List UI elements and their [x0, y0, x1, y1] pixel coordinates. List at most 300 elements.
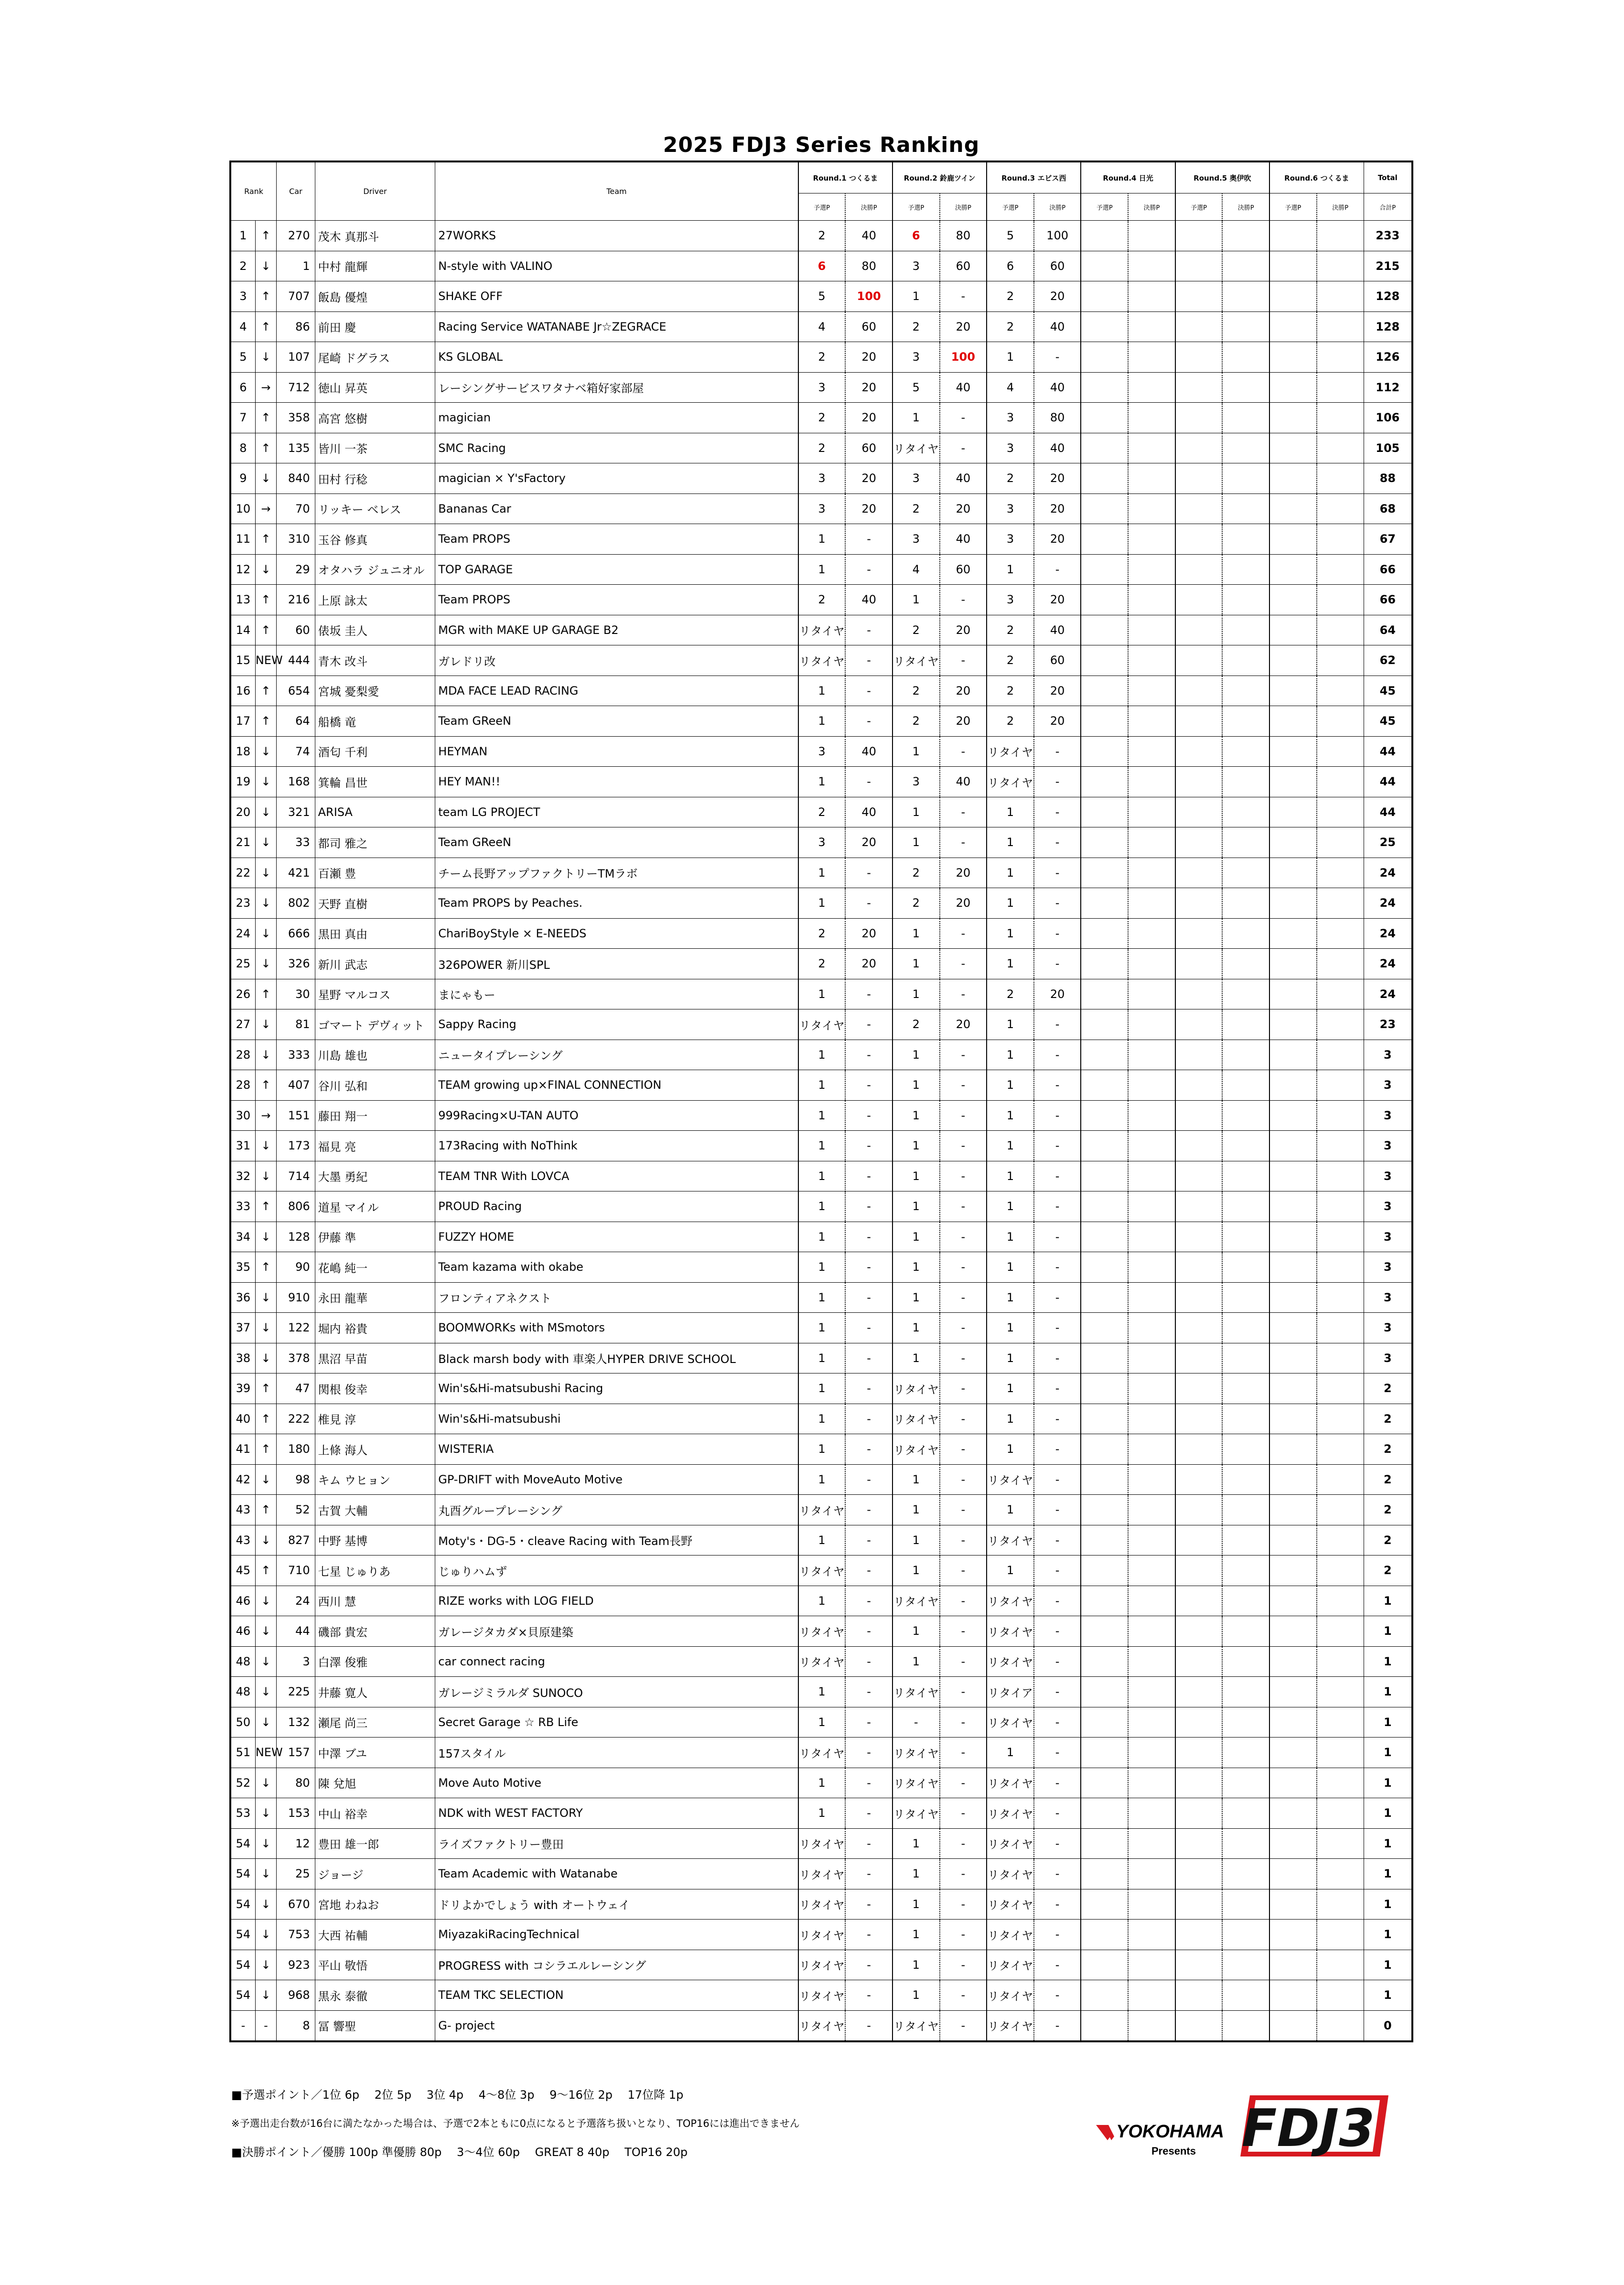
r3-qualify-cell: リタイヤ — [987, 1828, 1034, 1859]
table-row — [230, 403, 1412, 433]
rank-cell: 46 — [230, 1586, 255, 1616]
header-round-2: Round.2 鈴鹿ツイン — [893, 161, 987, 193]
r3-final-cell: - — [1034, 1434, 1081, 1465]
rank-cell: 48 — [230, 1677, 255, 1707]
r3-final-cell: - — [1034, 1040, 1081, 1070]
r5-final-cell — [1222, 1646, 1269, 1677]
r2-qualify-cell: 1 — [893, 281, 940, 312]
rank-cell: - — [230, 2010, 255, 2041]
r4-qualify-cell — [1081, 1556, 1128, 1586]
r1-qualify-cell: リタイヤ — [798, 645, 846, 676]
total-points-cell: 3 — [1364, 1282, 1412, 1313]
rank-cell: 36 — [230, 1282, 255, 1313]
r4-qualify-cell — [1081, 1889, 1128, 1920]
r4-qualify-cell — [1081, 1404, 1128, 1434]
r4-final-cell — [1128, 1798, 1175, 1829]
r3-qualify-cell: リタイヤ — [987, 1707, 1034, 1738]
car-number-cell: 310 — [277, 524, 315, 555]
rank-cell: 28 — [230, 1070, 255, 1101]
r2-qualify-cell: 1 — [893, 1070, 940, 1101]
team-cell: HEY MAN!! — [435, 767, 798, 797]
table-row — [230, 979, 1412, 1009]
r4-qualify-cell — [1081, 221, 1128, 251]
rank-change-cell: ↑ — [255, 676, 276, 706]
r1-final-cell: - — [845, 858, 893, 888]
rank-change-cell: ↓ — [255, 1798, 276, 1829]
rank-cell: 15 — [230, 645, 255, 676]
driver-cell: 中山 裕幸 — [315, 1798, 435, 1829]
total-points-cell: 24 — [1364, 888, 1412, 919]
driver-cell: 関根 俊幸 — [315, 1373, 435, 1404]
r4-qualify-cell — [1081, 949, 1128, 979]
table-row — [230, 1100, 1412, 1131]
r3-qualify-cell: 1 — [987, 1070, 1034, 1101]
rank-change-cell: ↓ — [255, 1828, 276, 1859]
r6-qualify-cell — [1269, 1556, 1317, 1586]
team-cell: ドリよかでしょう with オートウェイ — [435, 1889, 798, 1920]
rank-change-cell: ↓ — [255, 1616, 276, 1647]
r6-final-cell — [1317, 827, 1364, 858]
r5-final-cell — [1222, 676, 1269, 706]
r4-final-cell — [1128, 797, 1175, 827]
r2-final-cell: - — [940, 585, 987, 615]
r4-qualify-cell — [1081, 311, 1128, 342]
rank-cell: 40 — [230, 1404, 255, 1434]
r3-final-cell: - — [1034, 1161, 1081, 1191]
r3-qualify-cell: 1 — [987, 1556, 1034, 1586]
r4-final-cell — [1128, 1009, 1175, 1040]
notes — [231, 2081, 800, 2167]
r1-qualify-cell: 1 — [798, 1040, 846, 1070]
r1-qualify-cell: リタイヤ — [798, 615, 846, 645]
r6-qualify-cell — [1269, 1859, 1317, 1889]
driver-cell: 中村 龍輝 — [315, 251, 435, 281]
r5-final-cell — [1222, 797, 1269, 827]
r5-qualify-cell — [1175, 281, 1223, 312]
r3-final-cell: - — [1034, 736, 1081, 767]
r1-final-cell: 40 — [845, 585, 893, 615]
car-number-cell: 30 — [277, 979, 315, 1009]
r3-qualify-cell: 2 — [987, 706, 1034, 737]
rank-change-cell: ↓ — [255, 1131, 276, 1161]
r2-qualify-cell: 1 — [893, 918, 940, 949]
r6-qualify-cell — [1269, 342, 1317, 373]
header-r5-final: 決勝P — [1222, 193, 1269, 221]
total-points-cell: 2 — [1364, 1464, 1412, 1495]
rank-cell: 22 — [230, 858, 255, 888]
r4-final-cell — [1128, 1859, 1175, 1889]
r2-final-cell: - — [940, 1950, 987, 1980]
r6-final-cell — [1317, 1616, 1364, 1647]
table-row — [230, 1525, 1412, 1556]
r5-final-cell — [1222, 1040, 1269, 1070]
r6-final-cell — [1317, 1161, 1364, 1191]
car-number-cell: 81 — [277, 1009, 315, 1040]
r4-qualify-cell — [1081, 1525, 1128, 1556]
r3-qualify-cell: 1 — [987, 1282, 1034, 1313]
car-number-cell: 8 — [277, 2010, 315, 2041]
r2-qualify-cell: リタイヤ — [893, 1586, 940, 1616]
r4-qualify-cell — [1081, 2010, 1128, 2041]
header-r3-qualify: 予選P — [987, 193, 1034, 221]
driver-cell: 白澤 俊雅 — [315, 1646, 435, 1677]
car-number-cell: 321 — [277, 797, 315, 827]
r1-qualify-cell: 1 — [798, 1768, 846, 1798]
r2-final-cell: - — [940, 1768, 987, 1798]
total-points-cell: 24 — [1364, 949, 1412, 979]
total-points-cell: 1 — [1364, 1798, 1412, 1829]
rank-cell: 10 — [230, 493, 255, 524]
car-number-cell: 222 — [277, 1404, 315, 1434]
r3-qualify-cell: 1 — [987, 1100, 1034, 1131]
car-number-cell: 968 — [277, 1980, 315, 2011]
r4-final-cell — [1128, 1161, 1175, 1191]
r4-qualify-cell — [1081, 918, 1128, 949]
r6-final-cell — [1317, 463, 1364, 494]
r5-final-cell — [1222, 979, 1269, 1009]
total-points-cell: 23 — [1364, 1009, 1412, 1040]
car-number-cell: 923 — [277, 1950, 315, 1980]
r4-final-cell — [1128, 1373, 1175, 1404]
rank-change-cell: ↓ — [255, 342, 276, 373]
r4-qualify-cell — [1081, 858, 1128, 888]
r1-qualify-cell: 1 — [798, 1586, 846, 1616]
r5-final-cell — [1222, 311, 1269, 342]
team-cell: TEAM growing up×FINAL CONNECTION — [435, 1070, 798, 1101]
r3-qualify-cell: リタイヤ — [987, 1798, 1034, 1829]
table-row — [230, 858, 1412, 888]
r2-final-cell: - — [940, 827, 987, 858]
r2-qualify-cell: 1 — [893, 1191, 940, 1222]
r3-qualify-cell: 1 — [987, 1222, 1034, 1252]
r6-final-cell — [1317, 1282, 1364, 1313]
total-points-cell: 105 — [1364, 433, 1412, 463]
r1-final-cell: - — [845, 1434, 893, 1465]
r6-qualify-cell — [1269, 1768, 1317, 1798]
r3-qualify-cell: リタイヤ — [987, 1616, 1034, 1647]
driver-cell: 黒沼 早苗 — [315, 1343, 435, 1373]
driver-cell: 陳 兌旭 — [315, 1768, 435, 1798]
r1-qualify-cell: 1 — [798, 1434, 846, 1465]
r5-qualify-cell — [1175, 1434, 1223, 1465]
team-cell: MiyazakiRacingTechnical — [435, 1920, 798, 1950]
total-points-cell: 126 — [1364, 342, 1412, 373]
r6-qualify-cell — [1269, 615, 1317, 645]
r5-final-cell — [1222, 1282, 1269, 1313]
r3-final-cell: 20 — [1034, 281, 1081, 312]
team-cell: 999Racing×U-TAN AUTO — [435, 1100, 798, 1131]
table-row — [230, 463, 1412, 494]
r2-final-cell: 20 — [940, 706, 987, 737]
rank-cell: 32 — [230, 1161, 255, 1191]
header-r6-final: 決勝P — [1317, 193, 1364, 221]
r4-qualify-cell — [1081, 251, 1128, 281]
r2-qualify-cell: 3 — [893, 524, 940, 555]
r1-qualify-cell: 2 — [798, 918, 846, 949]
r1-final-cell: 40 — [845, 736, 893, 767]
r1-final-cell: - — [845, 1464, 893, 1495]
r2-qualify-cell: 2 — [893, 311, 940, 342]
r3-final-cell: - — [1034, 1464, 1081, 1495]
r2-qualify-cell: 6 — [893, 221, 940, 251]
r3-qualify-cell: リタイヤ — [987, 1464, 1034, 1495]
driver-cell: 前田 慶 — [315, 311, 435, 342]
car-number-cell: 80 — [277, 1768, 315, 1798]
r2-qualify-cell: 1 — [893, 1889, 940, 1920]
r5-qualify-cell — [1175, 888, 1223, 919]
rank-cell: 7 — [230, 403, 255, 433]
car-number-cell: 86 — [277, 311, 315, 342]
r2-final-cell: 100 — [940, 342, 987, 373]
rank-change-cell: ↑ — [255, 403, 276, 433]
r3-final-cell: 20 — [1034, 524, 1081, 555]
driver-cell: 七星 じゅりあ — [315, 1556, 435, 1586]
team-cell: KS GLOBAL — [435, 342, 798, 373]
r5-final-cell — [1222, 1980, 1269, 2011]
rank-change-cell: → — [255, 372, 276, 403]
r3-final-cell: 40 — [1034, 433, 1081, 463]
r2-final-cell: 20 — [940, 1009, 987, 1040]
r3-final-cell: - — [1034, 1616, 1081, 1647]
r6-final-cell — [1317, 736, 1364, 767]
r5-final-cell — [1222, 524, 1269, 555]
r6-qualify-cell — [1269, 403, 1317, 433]
yokohama-logo — [1094, 2111, 1233, 2158]
r1-qualify-cell: リタイヤ — [798, 1616, 846, 1647]
r6-final-cell — [1317, 1040, 1364, 1070]
team-cell: G- project — [435, 2010, 798, 2041]
total-points-cell: 106 — [1364, 403, 1412, 433]
r4-final-cell — [1128, 1646, 1175, 1677]
r3-final-cell: - — [1034, 1920, 1081, 1950]
driver-cell: 椎見 淳 — [315, 1404, 435, 1434]
team-cell: 157スタイル — [435, 1738, 798, 1768]
total-points-cell: 128 — [1364, 281, 1412, 312]
r6-final-cell — [1317, 888, 1364, 919]
r1-final-cell: 20 — [845, 493, 893, 524]
r3-qualify-cell: 1 — [987, 1343, 1034, 1373]
r3-qualify-cell: 2 — [987, 676, 1034, 706]
r3-qualify-cell: 3 — [987, 433, 1034, 463]
r3-qualify-cell: 1 — [987, 858, 1034, 888]
r6-final-cell — [1317, 1495, 1364, 1525]
car-number-cell: 122 — [277, 1313, 315, 1343]
rank-cell: 51 — [230, 1738, 255, 1768]
rank-change-cell: ↓ — [255, 1525, 276, 1556]
r6-qualify-cell — [1269, 979, 1317, 1009]
r4-final-cell — [1128, 221, 1175, 251]
rank-cell: 23 — [230, 888, 255, 919]
team-cell: 326POWER 新川SPL — [435, 949, 798, 979]
r4-final-cell — [1128, 2010, 1175, 2041]
r5-final-cell — [1222, 281, 1269, 312]
r2-final-cell: 40 — [940, 524, 987, 555]
r4-final-cell — [1128, 1738, 1175, 1768]
rank-cell: 13 — [230, 585, 255, 615]
team-cell: Secret Garage ☆ RB Life — [435, 1707, 798, 1738]
rank-cell: 3 — [230, 281, 255, 312]
r4-final-cell — [1128, 554, 1175, 585]
car-number-cell: 25 — [277, 1859, 315, 1889]
r1-final-cell: 20 — [845, 403, 893, 433]
driver-cell: 平山 敬悟 — [315, 1950, 435, 1980]
r5-qualify-cell — [1175, 2010, 1223, 2041]
r1-final-cell: 20 — [845, 827, 893, 858]
header-r5-qualify: 予選P — [1175, 193, 1223, 221]
r2-final-cell: - — [940, 1252, 987, 1283]
r5-final-cell — [1222, 1191, 1269, 1222]
driver-cell: 玉谷 修真 — [315, 524, 435, 555]
r6-qualify-cell — [1269, 1434, 1317, 1465]
r6-qualify-cell — [1269, 827, 1317, 858]
r3-qualify-cell: 1 — [987, 1131, 1034, 1161]
r1-qualify-cell: 1 — [798, 1798, 846, 1829]
r1-final-cell: - — [845, 1161, 893, 1191]
car-number-cell: 128 — [277, 1222, 315, 1252]
r2-qualify-cell: リタイヤ — [893, 2010, 940, 2041]
r5-qualify-cell — [1175, 706, 1223, 737]
r2-final-cell: 60 — [940, 251, 987, 281]
driver-cell: 皆川 一茶 — [315, 433, 435, 463]
rank-change-cell: ↓ — [255, 1343, 276, 1373]
car-number-cell: 33 — [277, 827, 315, 858]
rank-cell: 54 — [230, 1889, 255, 1920]
r5-final-cell — [1222, 403, 1269, 433]
r4-final-cell — [1128, 1616, 1175, 1647]
team-cell: PROGRESS with コシラエルレーシング — [435, 1950, 798, 1980]
r5-qualify-cell — [1175, 1343, 1223, 1373]
car-number-cell: 806 — [277, 1191, 315, 1222]
rank-change-cell: ↓ — [255, 1586, 276, 1616]
rank-cell: 54 — [230, 1950, 255, 1980]
table-row — [230, 1495, 1412, 1525]
r1-final-cell: - — [845, 1950, 893, 1980]
team-cell: TEAM TNR With LOVCA — [435, 1161, 798, 1191]
r5-qualify-cell — [1175, 1161, 1223, 1191]
r6-qualify-cell — [1269, 736, 1317, 767]
r4-final-cell — [1128, 1950, 1175, 1980]
r6-qualify-cell — [1269, 311, 1317, 342]
r3-qualify-cell: 2 — [987, 645, 1034, 676]
team-cell: Team PROPS — [435, 524, 798, 555]
r1-qualify-cell: 1 — [798, 1343, 846, 1373]
team-cell: N-style with VALINO — [435, 251, 798, 281]
r5-qualify-cell — [1175, 1586, 1223, 1616]
r5-final-cell — [1222, 1222, 1269, 1252]
r3-final-cell: - — [1034, 1282, 1081, 1313]
r1-final-cell: 40 — [845, 221, 893, 251]
table-row — [230, 1373, 1412, 1404]
r3-qualify-cell: 1 — [987, 342, 1034, 373]
r2-final-cell: 40 — [940, 372, 987, 403]
r6-qualify-cell — [1269, 1616, 1317, 1647]
r3-final-cell: 100 — [1034, 221, 1081, 251]
r2-qualify-cell: 1 — [893, 1495, 940, 1525]
header-r1-qualify: 予選P — [798, 193, 846, 221]
rank-cell: 19 — [230, 767, 255, 797]
r5-final-cell — [1222, 1798, 1269, 1829]
r5-qualify-cell — [1175, 524, 1223, 555]
page-title: 2025 FDJ3 Series Ranking — [663, 133, 980, 157]
driver-cell: 新川 武志 — [315, 949, 435, 979]
r4-qualify-cell — [1081, 1920, 1128, 1950]
r6-final-cell — [1317, 1404, 1364, 1434]
r5-qualify-cell — [1175, 1798, 1223, 1829]
rank-cell: 25 — [230, 949, 255, 979]
r1-qualify-cell: 1 — [798, 1282, 846, 1313]
r1-final-cell: 20 — [845, 918, 893, 949]
r5-final-cell — [1222, 1525, 1269, 1556]
r3-final-cell: - — [1034, 1950, 1081, 1980]
r5-final-cell — [1222, 1586, 1269, 1616]
r3-qualify-cell: 3 — [987, 524, 1034, 555]
table-row — [230, 767, 1412, 797]
car-number-cell: 29 — [277, 554, 315, 585]
r6-final-cell — [1317, 918, 1364, 949]
r2-final-cell: - — [940, 1616, 987, 1647]
r2-qualify-cell: 1 — [893, 1980, 940, 2011]
driver-cell: 宮地 わねお — [315, 1889, 435, 1920]
r4-qualify-cell — [1081, 1009, 1128, 1040]
r6-qualify-cell — [1269, 645, 1317, 676]
r2-final-cell: - — [940, 797, 987, 827]
r6-final-cell — [1317, 251, 1364, 281]
r3-final-cell: - — [1034, 827, 1081, 858]
r4-final-cell — [1128, 1980, 1175, 2011]
r1-qualify-cell: 1 — [798, 1464, 846, 1495]
driver-cell: 船橋 竜 — [315, 706, 435, 737]
r2-qualify-cell: 2 — [893, 858, 940, 888]
rank-change-cell: ↓ — [255, 1859, 276, 1889]
rank-change-cell: ↓ — [255, 888, 276, 919]
car-number-cell: 168 — [277, 767, 315, 797]
r4-final-cell — [1128, 1586, 1175, 1616]
rank-change-cell: ↓ — [255, 1646, 276, 1677]
rank-change-cell: ↓ — [255, 767, 276, 797]
r2-final-cell: - — [940, 1434, 987, 1465]
r5-qualify-cell — [1175, 1070, 1223, 1101]
r1-qualify-cell: リタイヤ — [798, 1495, 846, 1525]
table-row — [230, 221, 1412, 251]
r1-qualify-cell: リタイヤ — [798, 1950, 846, 1980]
table-row — [230, 1343, 1412, 1373]
r1-qualify-cell: 1 — [798, 1525, 846, 1556]
r3-qualify-cell: リタイヤ — [987, 736, 1034, 767]
rank-cell: 35 — [230, 1252, 255, 1283]
r4-qualify-cell — [1081, 1646, 1128, 1677]
r4-final-cell — [1128, 767, 1175, 797]
total-points-cell: 1 — [1364, 1738, 1412, 1768]
r2-qualify-cell: リタイヤ — [893, 1798, 940, 1829]
table-row — [230, 797, 1412, 827]
r3-qualify-cell: 2 — [987, 281, 1034, 312]
table-row — [230, 372, 1412, 403]
r1-final-cell: - — [845, 524, 893, 555]
r5-qualify-cell — [1175, 1495, 1223, 1525]
r4-qualify-cell — [1081, 1738, 1128, 1768]
r1-final-cell: - — [845, 1495, 893, 1525]
rank-change-cell: NEW — [255, 1738, 276, 1768]
r2-qualify-cell: リタイヤ — [893, 433, 940, 463]
driver-cell: 黒田 真由 — [315, 918, 435, 949]
r6-final-cell — [1317, 221, 1364, 251]
total-points-cell: 215 — [1364, 251, 1412, 281]
r6-final-cell — [1317, 554, 1364, 585]
r6-qualify-cell — [1269, 1464, 1317, 1495]
r4-qualify-cell — [1081, 1070, 1128, 1101]
rank-change-cell: ↑ — [255, 979, 276, 1009]
team-cell: GP-DRIFT with MoveAuto Motive — [435, 1464, 798, 1495]
